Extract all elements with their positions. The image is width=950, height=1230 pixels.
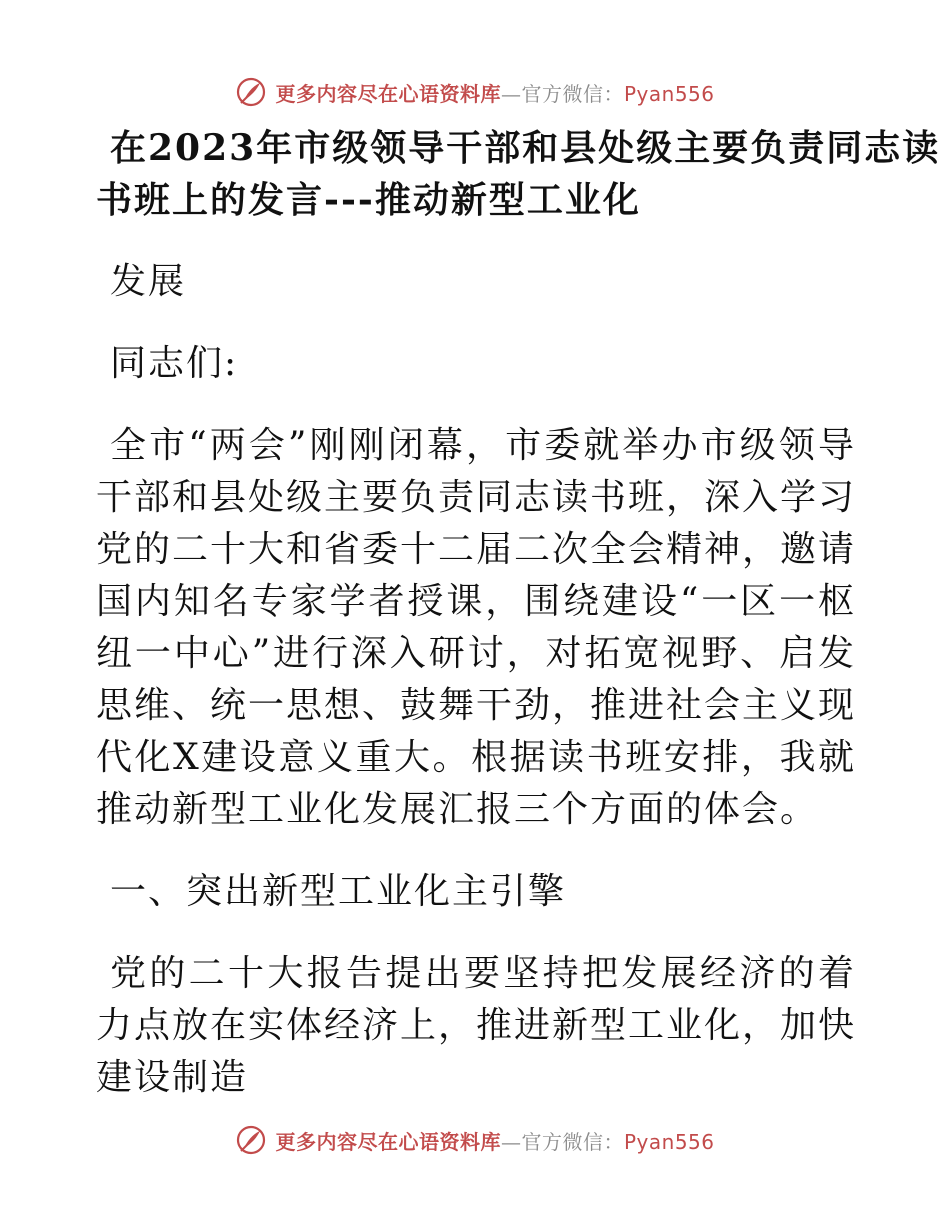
- watermark-sub: 官方微信：: [521, 81, 624, 106]
- watermark-header: [0, 72, 950, 112]
- watermark-footer: [0, 1120, 950, 1160]
- title-line-1: 在2023年市级领导干部和县处级主要负责同志读: [110, 127, 941, 169]
- document-body: [96, 122, 941, 1104]
- watermark-brand: 更多内容尽在心语资料库: [275, 81, 501, 106]
- section-heading-1: 一、突出新型工业化主引擎: [110, 871, 567, 912]
- paragraph-2: [96, 948, 856, 1104]
- title-line-3: 发展: [110, 261, 187, 302]
- paragraph-1: [96, 420, 856, 836]
- greeting: 同志们:: [110, 343, 239, 384]
- watermark-wechat-id: Pyan556: [623, 81, 715, 106]
- watermark-dash: —: [500, 1129, 522, 1154]
- paragraph-2-text: 党的二十大报告提出要坚持把发展经济的着力点放在实体经济上，推进新型工业化，加快建设制造: [96, 953, 857, 1098]
- watermark-dash: —: [500, 81, 522, 106]
- document-title: [96, 122, 941, 226]
- title-line-2: 书班上的发言---推动新型工业化: [96, 179, 641, 221]
- paragraph-1-text: 全市“两会”刚刚闭幕，市委就举办市级领导干部和县处级主要负责同志读书班，深入学习党的二十大和省委十二届二次全会精神，邀请国内知名专家学者授课，围绕建设“一区一枢纽一中心”进行深入研讨，对拓宽视野、启发思维、统一思想、鼓舞干劲，推进社会主义现代化X建设意义重大。根据读书班安排，我就推动新型工业化发展汇报三个方面的体会。: [96, 425, 857, 830]
- feather-pen-logo-icon: [235, 1124, 267, 1156]
- feather-pen-logo-icon: [235, 76, 267, 108]
- watermark-wechat-id: Pyan556: [623, 1129, 715, 1154]
- watermark-brand: 更多内容尽在心语资料库: [275, 1129, 501, 1154]
- watermark-sub: 官方微信：: [521, 1129, 624, 1154]
